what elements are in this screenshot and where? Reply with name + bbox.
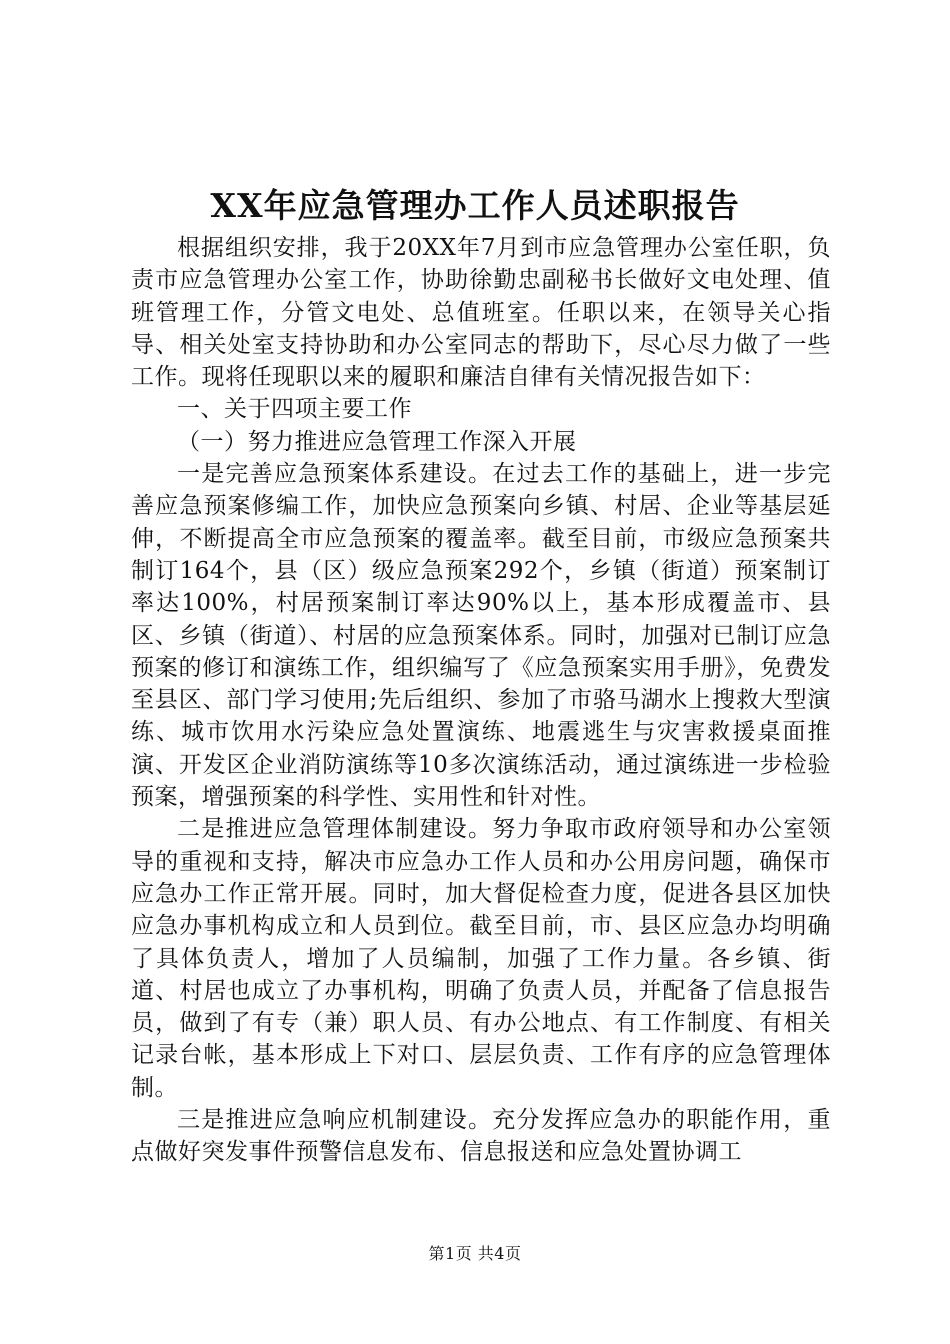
- paragraph-item-3: 三是推进应急响应机制建设。充分发挥应急办的职能作用，重点做好突发事件预警信息发布、信息报送和应急处置协调工: [131, 1107, 831, 1166]
- paragraph-intro: 根据组织安排，我于20XX年7月到市应急管理办公室任职，负责市应急管理办公室工作，协助徐勤忠副秘书长做好文电处理、值班管理工作，分管文电处、总值班室。任职以来，在领导关心指导、相关处室支持协助和办公室同志的帮助下，尽心尽力做了一些工作。现将任现职以来的履职和廉洁自律有关情况报告如下：: [131, 235, 831, 391]
- paragraph-item-1: 一是完善应急预案体系建设。在过去工作的基础上，进一步完善应急预案修编工作，加快应急预案向乡镇、村居、企业等基层延伸，不断提高全市应急预案的覆盖率。截至目前，市级应急预案共制订164个，县（区）级应急预案292个，乡镇（街道）预案制订率达100%，村居预案制订率达90%以上，基本形成覆盖市、县区、乡镇（街道）、村居的应急预案体系。同时，加强对已制订应急预案的修订和演练工作，组织编写了《应急预案实用手册》，免费发至县区、部门学习使用;先后组织、参加了市骆马湖水上搜救大型演练、城市饮用水污染应急处置演练、地震逃生与灾害救援桌面推演、开发区企业消防演练等10多次演练活动，通过演练进一步检验预案，增强预案的科学性、实用性和针对性。: [131, 461, 831, 811]
- document-title: XX年应急管理办工作人员述职报告: [210, 186, 740, 225]
- section-heading: 一、关于四项主要工作: [177, 396, 412, 423]
- page-number: 第1页 共4页: [428, 1244, 522, 1263]
- document-body: [131, 232, 831, 1169]
- subsection-heading: （一）努力推进应急管理工作深入开展: [177, 428, 577, 455]
- paragraph-item-2: 二是推进应急管理体制建设。努力争取市政府领导和办公室领导的重视和支持，解决市应急办工作人员和办公用房问题，确保市应急办工作正常开展。同时，加大督促检查力度，促进各县区加快应急办事机构成立和人员到位。截至目前，市、县区应急办均明确了具体负责人，增加了人员编制，加强了工作力量。各乡镇、街道、村居也成立了办事机构，明确了负责人员，并配备了信息报告员，做到了有专（兼）职人员、有办公地点、有工作制度、有相关记录台帐，基本形成上下对口、层层负责、工作有序的应急管理体制。: [131, 816, 831, 1101]
